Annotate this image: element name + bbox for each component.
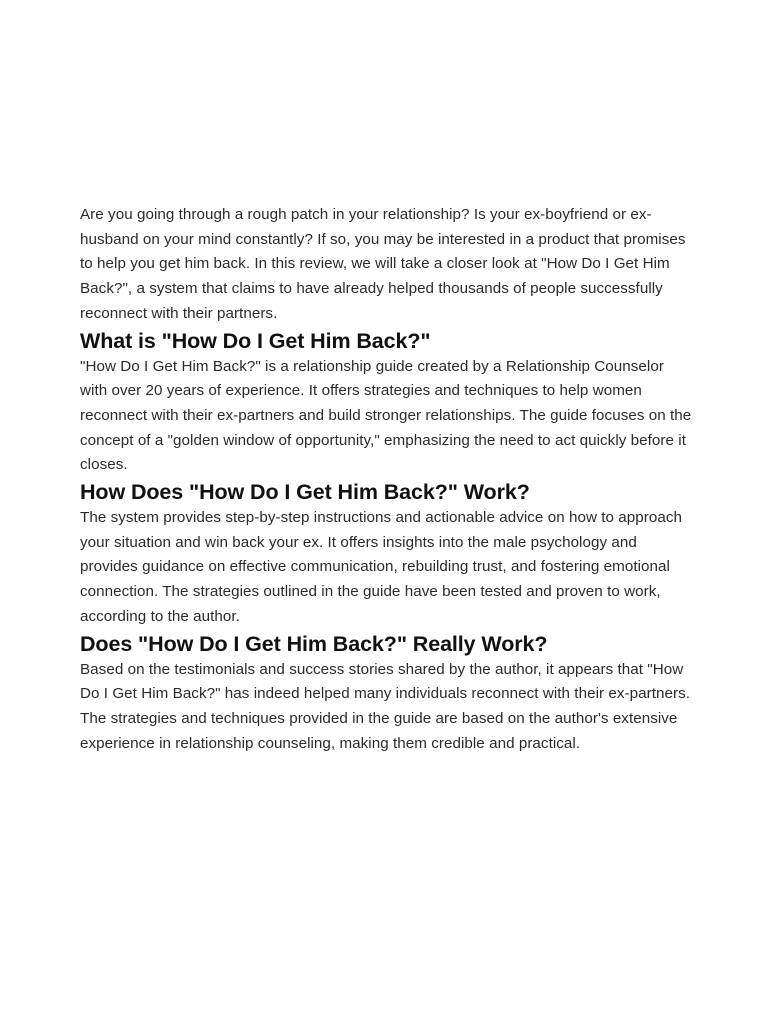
section-paragraph-does-it-work: Based on the testimonials and success stories shared by the author, it appears that "How Do I Get Him Back?" has indeed helped many individuals reconnect with their ex-partners. The strategies and techniques provided in the guide are based on the author's extensive experience in relationship counseling, making them credible and practical.: [80, 660, 691, 752]
section-paragraph-how-it-works: The system provides step-by-step instructions and actionable advice on how to approach your situation and win back your ex. It offers insights into the male psychology and provides guidance on effective communication, rebuilding trust, and fostering emotional connection. The strategies outlined in the guide have been tested and proven to work, according to the author.: [80, 509, 683, 625]
section-heading-what-is: What is "How Do I Get Him Back?": [80, 328, 431, 353]
section-heading-how-it-works: How Does "How Do I Get Him Back?" Work?: [80, 480, 530, 505]
article-body: [80, 203, 692, 756]
section-heading-does-it-work: Does "How Do I Get Him Back?" Really Work?: [80, 631, 548, 656]
section-paragraph-what-is: "How Do I Get Him Back?" is a relationship guide created by a Relationship Counselor with over 20 years of experience. It offers strategies and techniques to help women reconnect with their ex-partners and build stronger relationships. The guide focuses on the concept of a "golden window of opportunity," emphasizing the need to act quickly before it closes.: [80, 357, 692, 474]
intro-paragraph: Are you going through a rough patch in your relationship? Is your ex-boyfriend or ex-husband on your mind constantly? If so, you may be interested in a product that promises to help you get him back. In this review, we will take a closer look at "How Do I Get Him Back?", a system that claims to have already helped thousands of people successfully reconnect with their partners.: [80, 206, 686, 322]
